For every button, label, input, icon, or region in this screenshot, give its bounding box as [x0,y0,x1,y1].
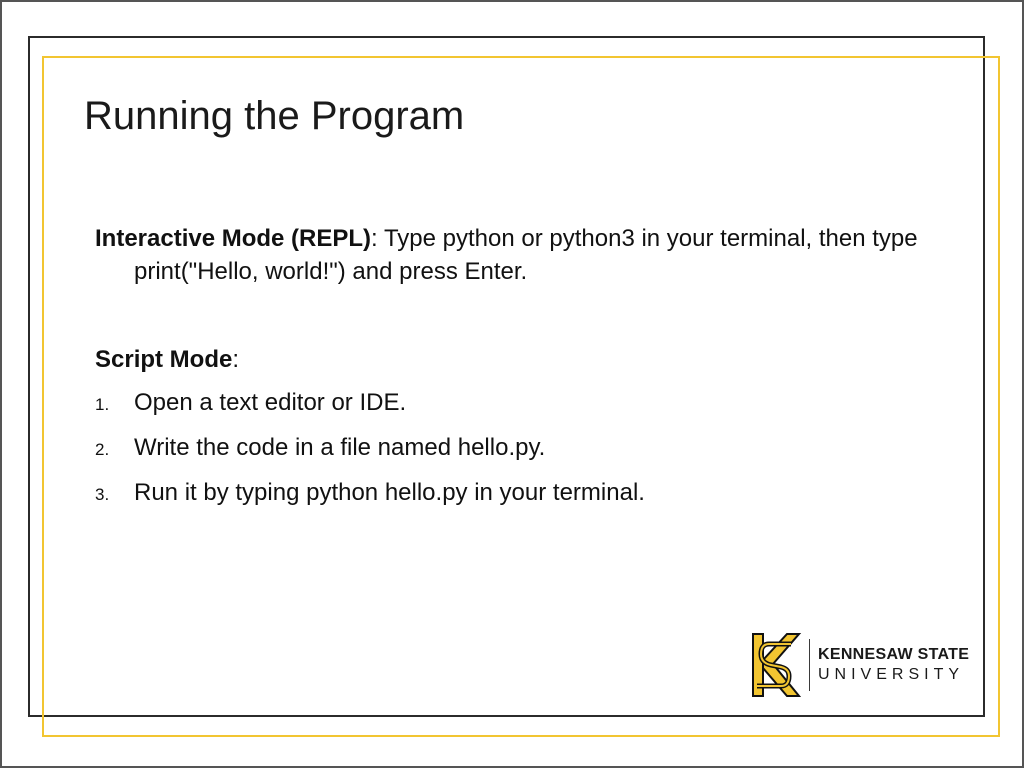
interactive-mode-heading: Interactive Mode (REPL) [95,225,372,252]
list-item-text: Write the code in a file named hello.py. [134,434,546,461]
list-item [95,476,935,511]
interactive-mode-colon: : [371,225,378,252]
list-item-number: 2. [95,440,110,459]
interactive-mode-paragraph [95,222,935,288]
slide-body [95,222,935,511]
ks-monogram-icon [747,630,803,700]
script-mode-colon: : [232,346,240,373]
logo-wordmark [818,645,969,685]
logo-line-kennesaw-state: KENNESAW STATE [818,646,970,663]
script-mode-paragraph [95,343,935,376]
interactive-mode-text: Type python or python3 in your terminal, then type print("Hello, world!") and press Enter. [134,225,918,285]
list-item [95,386,935,421]
logo-divider [809,639,810,691]
slide-title: Running the Program [84,94,465,138]
list-item-number: 3. [95,485,110,504]
university-logo [747,630,970,700]
list-item-text: Run it by typing python hello.py in your terminal. [134,479,645,506]
list-item-number: 1. [95,395,110,414]
script-mode-heading: Script Mode [95,346,233,373]
list-item [95,431,935,466]
list-item-text: Open a text editor or IDE. [134,389,407,416]
logo-line-university: UNIVERSITY [818,666,965,683]
